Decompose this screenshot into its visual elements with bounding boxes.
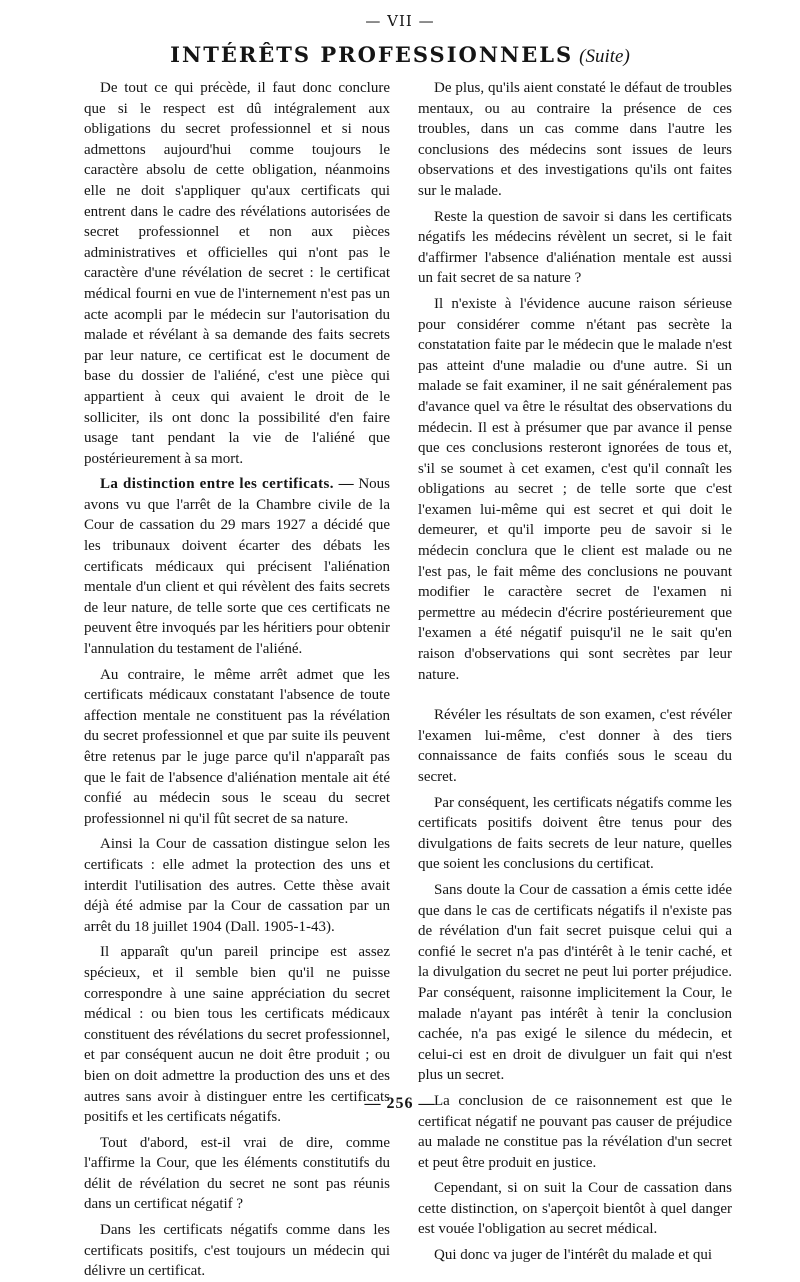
- paragraph: Révéler les résultats de son examen, c'est révéler l'examen lui-même, c'est donner à des tiers connaissance de faits confiés sous le sceau du secret.: [418, 707, 732, 785]
- page-title: [0, 40, 800, 70]
- page-number: — 256 —: [364, 1095, 436, 1112]
- paragraph: De plus, qu'ils aient constaté le défaut de troubles mentaux, ou au contraire la présence de ces troubles, dans un cas comme dans l'autre les conclusions des médecins sont issues de leurs observations et des investigations qu'ils ont faites sur le malade.: [418, 80, 732, 199]
- paragraph: La conclusion de ce raisonnement est que le certificat négatif ne pouvant pas causer de préjudice au malade ne constitue pas la révélation d'un secret et peut être produit en justice.: [418, 1092, 732, 1171]
- folio-roman-numeral: — VII —: [365, 12, 435, 30]
- paragraph: De tout ce qui précède, il faut donc conclure que si le respect est dû intégralement aux obligations du secret professionnel et si nous admettons aujourd'hui comme toujours le caractère absolu de cette obligation, néanmoins elle ne doit s'appliquer qu'aux certificats qui entrent dans le cadre des révélations autorisées de secret professionnel et non aux pièces administratives et officielles qui n'ont pas le caractère d'une révélation de secret : le certificat médical fourni en vue de l'internement n'est pas un acte acompli par le médecin sur l'autorisation du malade et révélant à sa demande des faits secrets par leur nature, ce certificat est le document de base du dossier de l'aliéné, c'est une pièce qui appartient à ceux qui avaient le droit de le solliciter, ils ont donc la possibilité d'en faire usage tant pendant la vie de l'aliéné que postérieurement à sa mort.: [84, 80, 390, 467]
- paragraph: Qui donc va juger de l'intérêt du malade et qui: [434, 1247, 713, 1264]
- run-in-heading: La distinction entre les certificats. —: [100, 476, 354, 493]
- title-suffix: (Suite): [579, 46, 630, 67]
- paragraph: Reste la question de savoir si dans les certificats négatifs les médecins révèlent un secret, si le fait d'affirmer l'absence d'aliénation mentale est aussi un fait secret de sa nature ?: [418, 208, 732, 287]
- paragraph: Tout d'abord, est-il vrai de dire, comme l'affirme la Cour, que les éléments constitutifs du délit de révélation du secret ne sont pas réunis dans un certificat négatif ?: [84, 1134, 390, 1213]
- paragraph: Cependant, si on suit la Cour de cassation dans cette distinction, on s'aperçoit bientôt à quel danger est vouée l'obligation au secret médical.: [418, 1180, 732, 1238]
- paragraph: Il n'existe à l'évidence aucune raison sérieuse pour considérer comme n'étant pas secrète la constatation faite par le médecin que le malade n'est pas atteint d'une maladie ou d'une autre. Si un malade se fait examiner, il ne sait généralement pas d'avance quel va être le résultat des observations du médecin. Il est à présumer que par avance il pense que ces conclusions resteront ignorées de tous et, s'il se soumet à cet examen, c'est qu'il connaît les obligations au secret ; de telle sorte que c'est l'examen lui-même qui est secret et qui doit le demeurer, et qu'il importe peu de savoir si le médecin conclura que le client est malade ou ne l'est pas, le fait même des conclusions ne pouvant modifier le caractère secret de l'examen ni permettre au médecin d'écrire postérieurement que l'examen a été négatif puisqu'il ne le sait qu'en raison d'observations qui sont secrètes par leur nature.: [418, 295, 732, 683]
- paragraph: Au contraire, le même arrêt admet que les certificats médicaux constatant l'absence de toute affection mentale ne constituent pas la révélation du secret professionnel et que par suite ils peuvent être retenus par le juge parce qu'il n'apparaît pas que le fait de l'absence d'aliénation mentale ait été confié au médecin sous le sceau du secret professionnel ni qu'il fût secret de sa nature.: [84, 666, 390, 827]
- paragraph: Il apparaît qu'un pareil principe est assez spécieux, et il semble bien qu'il ne puisse correspondre à une saine appréciation du secret médical : ou bien tous les certificats médicaux constituent des révélations du secret professionnel, et par conséquent aucun ne doit être produit ; ou bien on doit admettre la production des uns et des autres sans avoir à distinguer entre les certificats positifs et les certificats négatifs.: [84, 944, 390, 1126]
- paragraph-with-heading: [84, 474, 390, 659]
- paragraph: Sans doute la Cour de cassation a émis cette idée que dans le cas de certificats négatifs il n'existe pas de révélation d'un fait secret puisque celui qui a confié le secret n'a pas d'intérêt à le tenir caché, et la divulgation du secret ne peut lui porter préjudice. Par conséquent, raisonne implicitement la Cour, le malade n'ayant pas intérêt à tenir la conclusion cachée, n'a pas exigé le silence du médecin, et celui-ci est en droit de divulguer un fait qui n'est plus un secret.: [418, 881, 732, 1084]
- paragraph: Dans les certificats négatifs comme dans les certificats positifs, c'est toujours un médecin qui délivre un certificat.: [84, 1222, 390, 1280]
- section-title: INTÉRÊTS PROFESSIONNELS: [170, 42, 574, 67]
- paragraph: Ainsi la Cour de cassation distingue selon les certificats : elle admet la protection des uns et interdit l'utilisation des autres. Cette thèse avait déjà été admise par la Cour de cassation par un arrêt du 18 juillet 1904 (Dall. 1905-1-43).: [84, 836, 390, 935]
- right-column: [418, 78, 732, 1264]
- paragraph-text: Nous avons vu que l'arrêt de la Chambre civile de la Cour de cassation du 29 mars 1927 a décidé que les tribunaux doivent écarter des débats les certificats médicaux qui précisent l'aliénation mentale d'un client et qui révèlent des faits secrets de leur nature, de telle sorte que ces certificats ne peuvent être invoqués par les héritiers pour obtenir l'annulation du testament de l'aliéné.: [84, 476, 390, 658]
- paragraph: Par conséquent, les certificats négatifs comme les certificats positifs doivent être tenus pour des divulgations de faits secrets de leur nature, quelles que soient les conclusions du certificat.: [418, 794, 732, 873]
- left-column: [84, 78, 390, 1280]
